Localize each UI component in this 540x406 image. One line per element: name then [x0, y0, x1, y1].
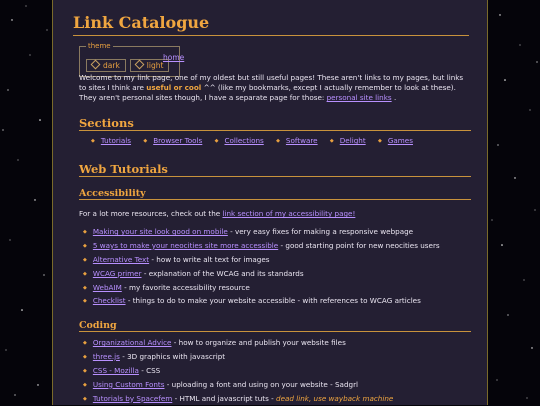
nav-link-software[interactable]: Software [285, 136, 318, 145]
diamond-bullet-icon: ◆ [214, 138, 219, 144]
intro-text-1: Welcome to my link page, one of my oldest but still useful pages! These aren't links to my pages, but links to sites I think are [79, 73, 464, 92]
diamond-bullet-icon: ◆ [83, 367, 87, 374]
diamond-bullet-icon: ◆ [83, 229, 87, 235]
nav-item-browser-tools[interactable] [143, 136, 202, 145]
list-item [83, 364, 393, 378]
intro-text-2: ^^ (like my bookmarks, except I actually remember to look at these). They aren't personal sites though, I have a separate page for those: [79, 83, 456, 102]
link-alt-text[interactable]: Alternative Text [92, 254, 150, 264]
nav-item-games[interactable] [378, 136, 413, 145]
diamond-bullet-icon: ◆ [143, 138, 148, 144]
link-css-mozilla[interactable]: CSS - Mozilla [92, 365, 139, 375]
link-desc: - good starting point for new neocities users [278, 240, 440, 250]
diamond-bullet-icon: ◆ [83, 298, 87, 305]
nav-link-collections[interactable]: Collections [224, 136, 264, 145]
diamond-bullet-icon: ◆ [83, 284, 87, 291]
main-panel [52, 0, 488, 405]
home-link[interactable]: home [163, 53, 185, 62]
intro-text-3: . [393, 93, 397, 102]
diamond-radio-icon [91, 60, 101, 70]
link-checklist[interactable]: Checklist [92, 296, 126, 306]
intro-highlight: useful or cool [146, 83, 202, 92]
diamond-bullet-icon: ◆ [83, 242, 87, 249]
list-item [83, 378, 393, 392]
link-desc: - how to write alt text for images [149, 254, 270, 264]
nav-link-tutorials[interactable]: Tutorials [100, 136, 132, 145]
list-item [83, 350, 393, 364]
accessibility-intro [79, 209, 355, 218]
personal-site-links-link[interactable]: personal site links [326, 93, 392, 102]
sections-nav [91, 136, 423, 145]
list-item [83, 336, 393, 350]
link-desc: - things to do to make your website accessible - with references to WCAG articles [125, 296, 421, 306]
list-item [83, 239, 440, 253]
nav-item-software[interactable] [276, 136, 318, 145]
diamond-bullet-icon: ◆ [83, 340, 87, 346]
link-desc: - explanation of the WCAG and its standards [141, 268, 304, 278]
link-neocities-accessible[interactable]: 5 ways to make your neocities site more accessible [92, 240, 279, 250]
nav-link-browser-tools[interactable]: Browser Tools [153, 136, 203, 145]
link-spacefem[interactable]: Tutorials by Spacefem [92, 393, 173, 403]
list-item [83, 267, 440, 281]
accessibility-link-list [83, 225, 440, 308]
list-item [83, 294, 440, 308]
diamond-bullet-icon: ◆ [83, 256, 87, 263]
link-desc: - uploading a font and using on your website - Sadgrl [164, 379, 359, 389]
diamond-bullet-icon: ◆ [91, 138, 95, 144]
link-custom-fonts[interactable]: Using Custom Fonts [92, 379, 165, 389]
link-wcag-primer[interactable]: WCAG primer [92, 268, 142, 278]
theme-light-label: light [146, 61, 164, 70]
sections-heading: Sections [79, 116, 471, 131]
list-item [83, 281, 440, 295]
web-tutorials-heading: Web Tutorials [79, 162, 471, 177]
theme-dark-option[interactable] [86, 59, 126, 72]
diamond-bullet-icon: ◆ [329, 138, 334, 144]
diamond-bullet-icon: ◆ [83, 270, 87, 277]
link-mobile[interactable]: Making your site look good on mobile [92, 227, 228, 236]
coding-heading: Coding [79, 320, 471, 332]
link-organizational-advice[interactable]: Organizational Advice [92, 338, 172, 347]
nav-item-delight[interactable] [330, 136, 366, 145]
accessibility-intro-text: For a lot more resources, check out the [79, 209, 223, 218]
list-item [83, 225, 440, 239]
list-item [83, 392, 393, 406]
theme-legend: theme [88, 42, 111, 50]
accessibility-page-link[interactable]: link section of my accessibility page! [222, 209, 356, 218]
coding-link-list [83, 336, 393, 405]
diamond-bullet-icon: ◆ [83, 353, 87, 360]
diamond-bullet-icon: ◆ [377, 138, 382, 144]
link-desc: - CSS [138, 365, 161, 375]
link-webaim[interactable]: WebAIM [92, 282, 122, 292]
diamond-bullet-icon: ◆ [83, 381, 87, 388]
diamond-bullet-icon: ◆ [276, 138, 280, 144]
dead-link-note: dead link, use wayback machine [276, 393, 394, 403]
nav-link-delight[interactable]: Delight [339, 136, 366, 145]
nav-link-games[interactable]: Games [387, 136, 413, 145]
link-desc: - 3D graphics with javascript [119, 351, 226, 361]
link-desc: - how to organize and publish your website files [171, 338, 346, 347]
link-desc: - HTML and javascript tuts - [172, 393, 277, 403]
theme-dark-label: dark [103, 61, 120, 70]
link-desc: - very easy fixes for making a responsive webpage [227, 227, 414, 236]
diamond-bullet-icon: ◆ [83, 395, 87, 402]
list-item [83, 253, 440, 267]
content-column [73, 0, 469, 403]
accessibility-heading: Accessibility [79, 188, 471, 200]
link-threejs[interactable]: three.js [92, 351, 120, 361]
link-desc: - my favorite accessibility resource [121, 282, 250, 292]
diamond-radio-icon [134, 60, 144, 70]
nav-item-tutorials[interactable] [91, 136, 131, 145]
intro-paragraph [79, 73, 471, 103]
page-title: Link Catalogue [73, 0, 469, 36]
nav-item-collections[interactable] [215, 136, 264, 145]
